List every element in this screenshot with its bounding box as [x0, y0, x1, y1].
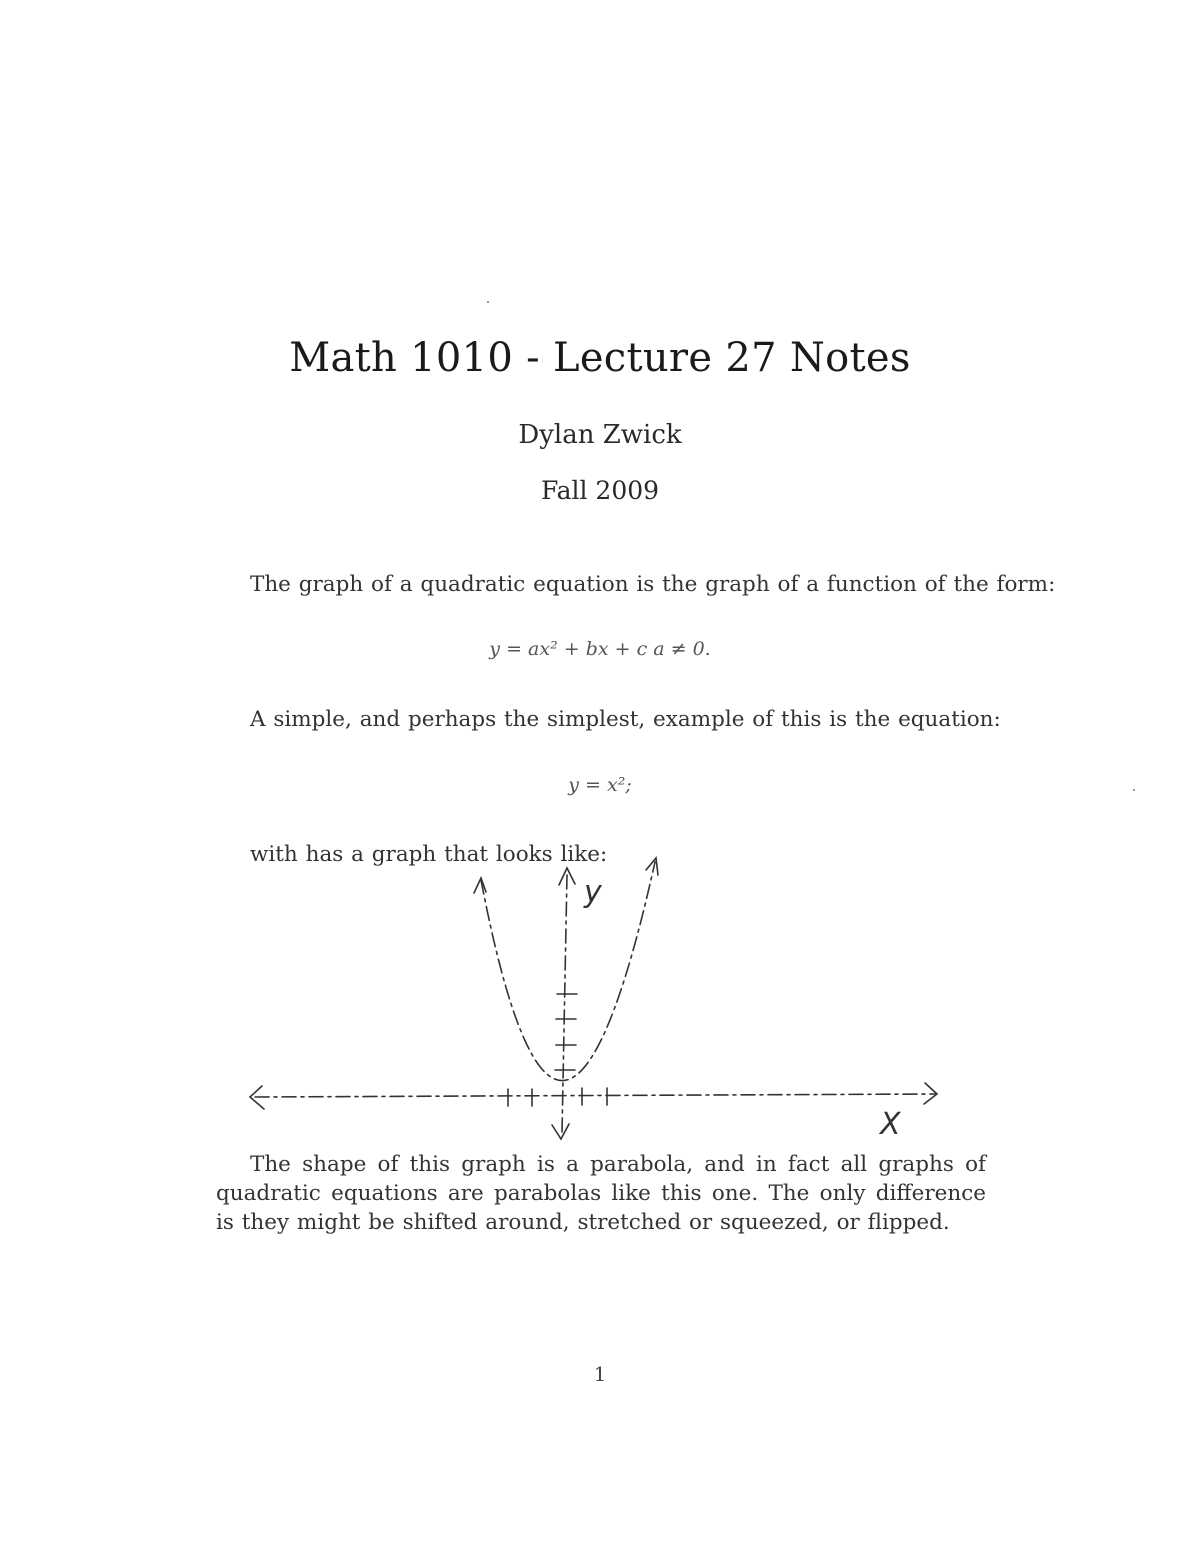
y-axis: [552, 868, 577, 1139]
y-axis-label: y: [584, 875, 602, 910]
page-title: Math 1010 - Lecture 27 Notes: [289, 335, 911, 381]
term-date: Fall 2009: [540, 476, 660, 505]
page-number: 1: [593, 1362, 607, 1386]
x-axis: [250, 1083, 937, 1109]
parabola-right-arrow-icon: [646, 858, 658, 875]
author-name: Dylan Zwick: [518, 420, 682, 450]
parabola-left-arrow-icon: [474, 878, 486, 893]
y-axis-line: [562, 875, 567, 1133]
y-axis-down-arrow-icon: [552, 1124, 569, 1139]
intro-paragraph: The graph of a quadratic equation is the graph of a function of the form:: [250, 572, 1056, 597]
general-quadratic-equation: y = ax² + bx + c a ≠ 0.: [489, 638, 711, 660]
conclusion-paragraph: The shape of this graph is a parabola, and in fact all graphs of quadratic equations are parabolas like this one. The only difference is they might be shifted around, stretched or squeezed, or flipped.: [216, 1152, 986, 1235]
x-axis-line: [255, 1094, 935, 1097]
simple-quadratic-equation: y = x²;: [568, 774, 632, 796]
example-paragraph: A simple, and perhaps the simplest, example of this is the equation:: [250, 707, 1001, 732]
graph-intro-paragraph: with has a graph that looks like:: [250, 842, 608, 867]
parabola-curve: [481, 862, 655, 1081]
x-axis-label: X: [880, 1107, 901, 1142]
